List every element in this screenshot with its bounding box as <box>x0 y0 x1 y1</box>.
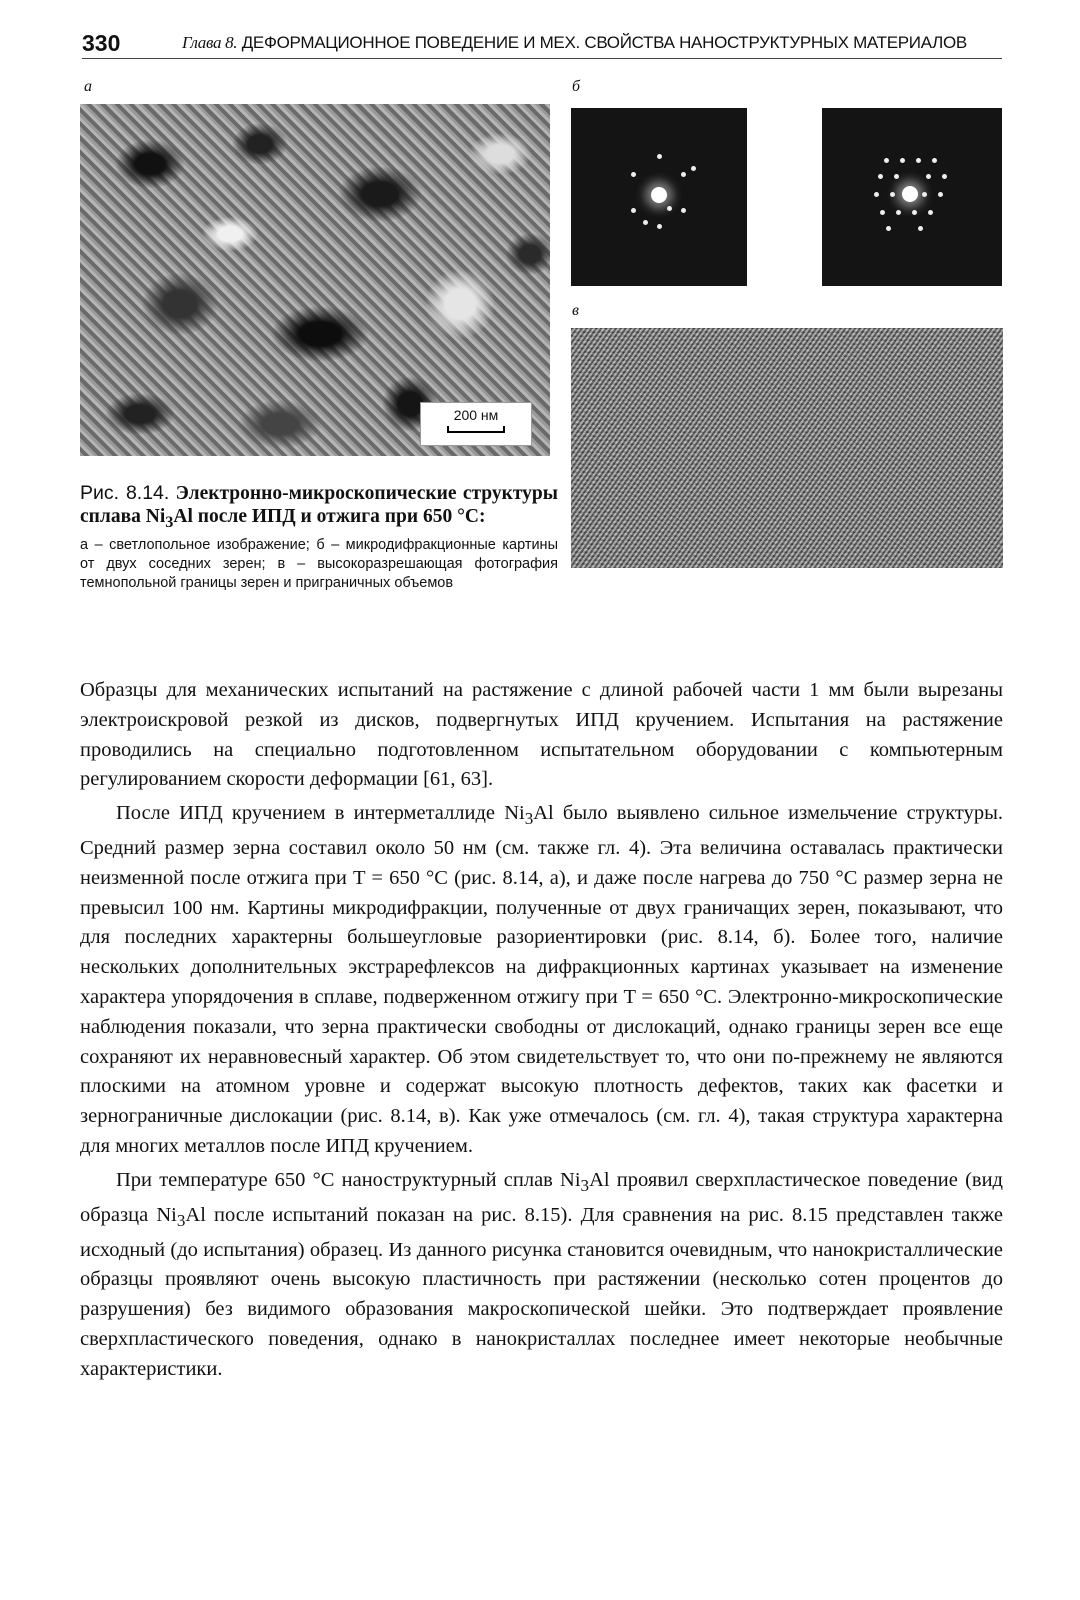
scale-bar <box>420 402 532 446</box>
diffraction-spot <box>890 192 895 197</box>
caption-body: а – светлопольное изображение; б – микродифракционные картины от двух соседних зерен; в – высокоразрешающая фотография темнопольной границы зерен и приграничных объемов <box>80 536 558 591</box>
main-text <box>80 676 1003 1389</box>
panel-b-label: б <box>572 78 581 95</box>
caption-heading <box>80 482 558 534</box>
figure-caption <box>80 482 558 593</box>
diffraction-spot <box>657 224 662 229</box>
diffraction-pattern-1 <box>571 108 747 286</box>
diffraction-spot <box>932 158 937 163</box>
paragraph-3-part1: При температуре 650 °С наноструктурный сплав Ni <box>116 1168 581 1191</box>
diffraction-spot <box>900 158 905 163</box>
running-header <box>182 33 967 53</box>
diffraction-spot <box>942 174 947 179</box>
caption-title-part2: Al после ИПД и отжига при 650 °С: <box>173 506 486 527</box>
central-beam-spot <box>651 187 667 203</box>
header-rule <box>82 58 1002 59</box>
diffraction-spot <box>938 192 943 197</box>
diffraction-spot <box>691 166 696 171</box>
central-beam-spot <box>902 186 918 202</box>
diffraction-spot <box>926 174 931 179</box>
page-number: 330 <box>82 30 121 56</box>
diffraction-pattern-2 <box>822 108 1002 286</box>
paragraph-3-subscript-1: 3 <box>580 1175 590 1195</box>
diffraction-spot <box>657 154 662 159</box>
diffraction-spot <box>631 172 636 177</box>
diffraction-spot <box>667 206 672 211</box>
paragraph-2 <box>80 799 1003 1162</box>
diffraction-spot <box>884 158 889 163</box>
paragraph-3-subscript-2: 3 <box>176 1210 186 1230</box>
paragraph-1: Образцы для механических испытаний на растяжение с длиной рабочей части 1 мм были вырезаны электроискровой резкой из дисков, подвергнутых ИПД кручением. Испытания на растяжение проводились на специально подготовленном испытательном оборудовании с компьютерным регулированием скорости деформации [61, 63]. <box>80 679 1003 791</box>
bright-field-micrograph <box>80 104 550 456</box>
diffraction-spot <box>918 226 923 231</box>
diffraction-spot <box>643 220 648 225</box>
diffraction-spot <box>878 174 883 179</box>
scale-bar-line <box>447 426 505 433</box>
diffraction-spot <box>880 210 885 215</box>
chapter-prefix: Глава 8. <box>182 33 238 52</box>
paragraph-2-part2: Al было выявлено сильное измельчение структуры. Средний размер зерна составил около 50 нм (см. также гл. 4). Эта величина оставалась практически неизменной после отжига при T = 650 °С (рис. 8.14, а), и даже после нагрева до 750 °С размер зерна не превысил 100 нм. Картины микродифракции, полученные от двух граничащих зерен, показывают, что для последних характерны большеугловые разориентировки (рис. 8.14, б). Более того, наличие нескольких дополнительных экстрарефлексов на дифракционных картинах указывает на изменение характера упорядочения в сплаве, подверженном отжигу при T = 650 °С. Электронно-микроскопические наблюдения показали, что зерна практически свободны от дислокаций, однако границы зерен все еще сохраняют их неравновесный характер. Об этом свидетельствует то, что они по-прежнему не являются плоскими на атомном уровне и содержат высокую плотность дефектов, таких как фасетки и зернограничные дислокации (рис. 8.14, в). Как уже отмечалось (см. гл. 4), такая структура характерна для многих металлов после ИПД кручением. <box>80 802 1003 1158</box>
panel-c-label: в <box>572 302 579 319</box>
caption-title-part1: Электронно-микроскопические структуры сплава Ni <box>80 483 558 527</box>
paragraph-2-part1: После ИПД кручением в интерметаллиде Ni <box>116 802 525 825</box>
panel-a-label: а <box>84 78 92 95</box>
diffraction-spot <box>896 210 901 215</box>
diffraction-spot <box>874 192 879 197</box>
caption-prefix: Рис. 8.14. <box>80 482 170 504</box>
diffraction-spot <box>916 158 921 163</box>
diffraction-spot <box>886 226 891 231</box>
paragraph-3-part3: Al после испытаний показан на рис. 8.15). Для сравнения на рис. 8.15 представлен также исходный (до испытания) образец. Из данного рисунка становится очевидным, что нанокристаллические образцы проявляют очень высокую пластичность при растяжении (несколько сотен процентов до разрушения) без видимого образования макроскопической шейки. Это подтверждает проявление сверхпластического поведения, однако в нанокристаллах последнее имеет некоторые необычные характеристики. <box>80 1203 1004 1380</box>
diffraction-spot <box>681 172 686 177</box>
high-resolution-micrograph <box>571 328 1003 568</box>
diffraction-spot <box>912 210 917 215</box>
diffraction-spot <box>894 174 899 179</box>
chapter-title: ДЕФОРМАЦИОННОЕ ПОВЕДЕНИЕ И МЕХ. СВОЙСТВА НАНОСТРУКТУРНЫХ МАТЕРИАЛОВ <box>241 33 967 52</box>
paragraph-3-part2: Al проявил сверхпластическое поведение (вид образца Ni <box>80 1168 1003 1226</box>
paragraph-3 <box>80 1166 1003 1385</box>
diffraction-spot <box>631 208 636 213</box>
caption-title-subscript: 3 <box>165 512 174 531</box>
scale-bar-label: 200 нм <box>453 407 499 423</box>
diffraction-spot <box>681 208 686 213</box>
diffraction-spot <box>922 192 927 197</box>
paragraph-2-subscript: 3 <box>524 809 534 829</box>
diffraction-spot <box>928 210 933 215</box>
